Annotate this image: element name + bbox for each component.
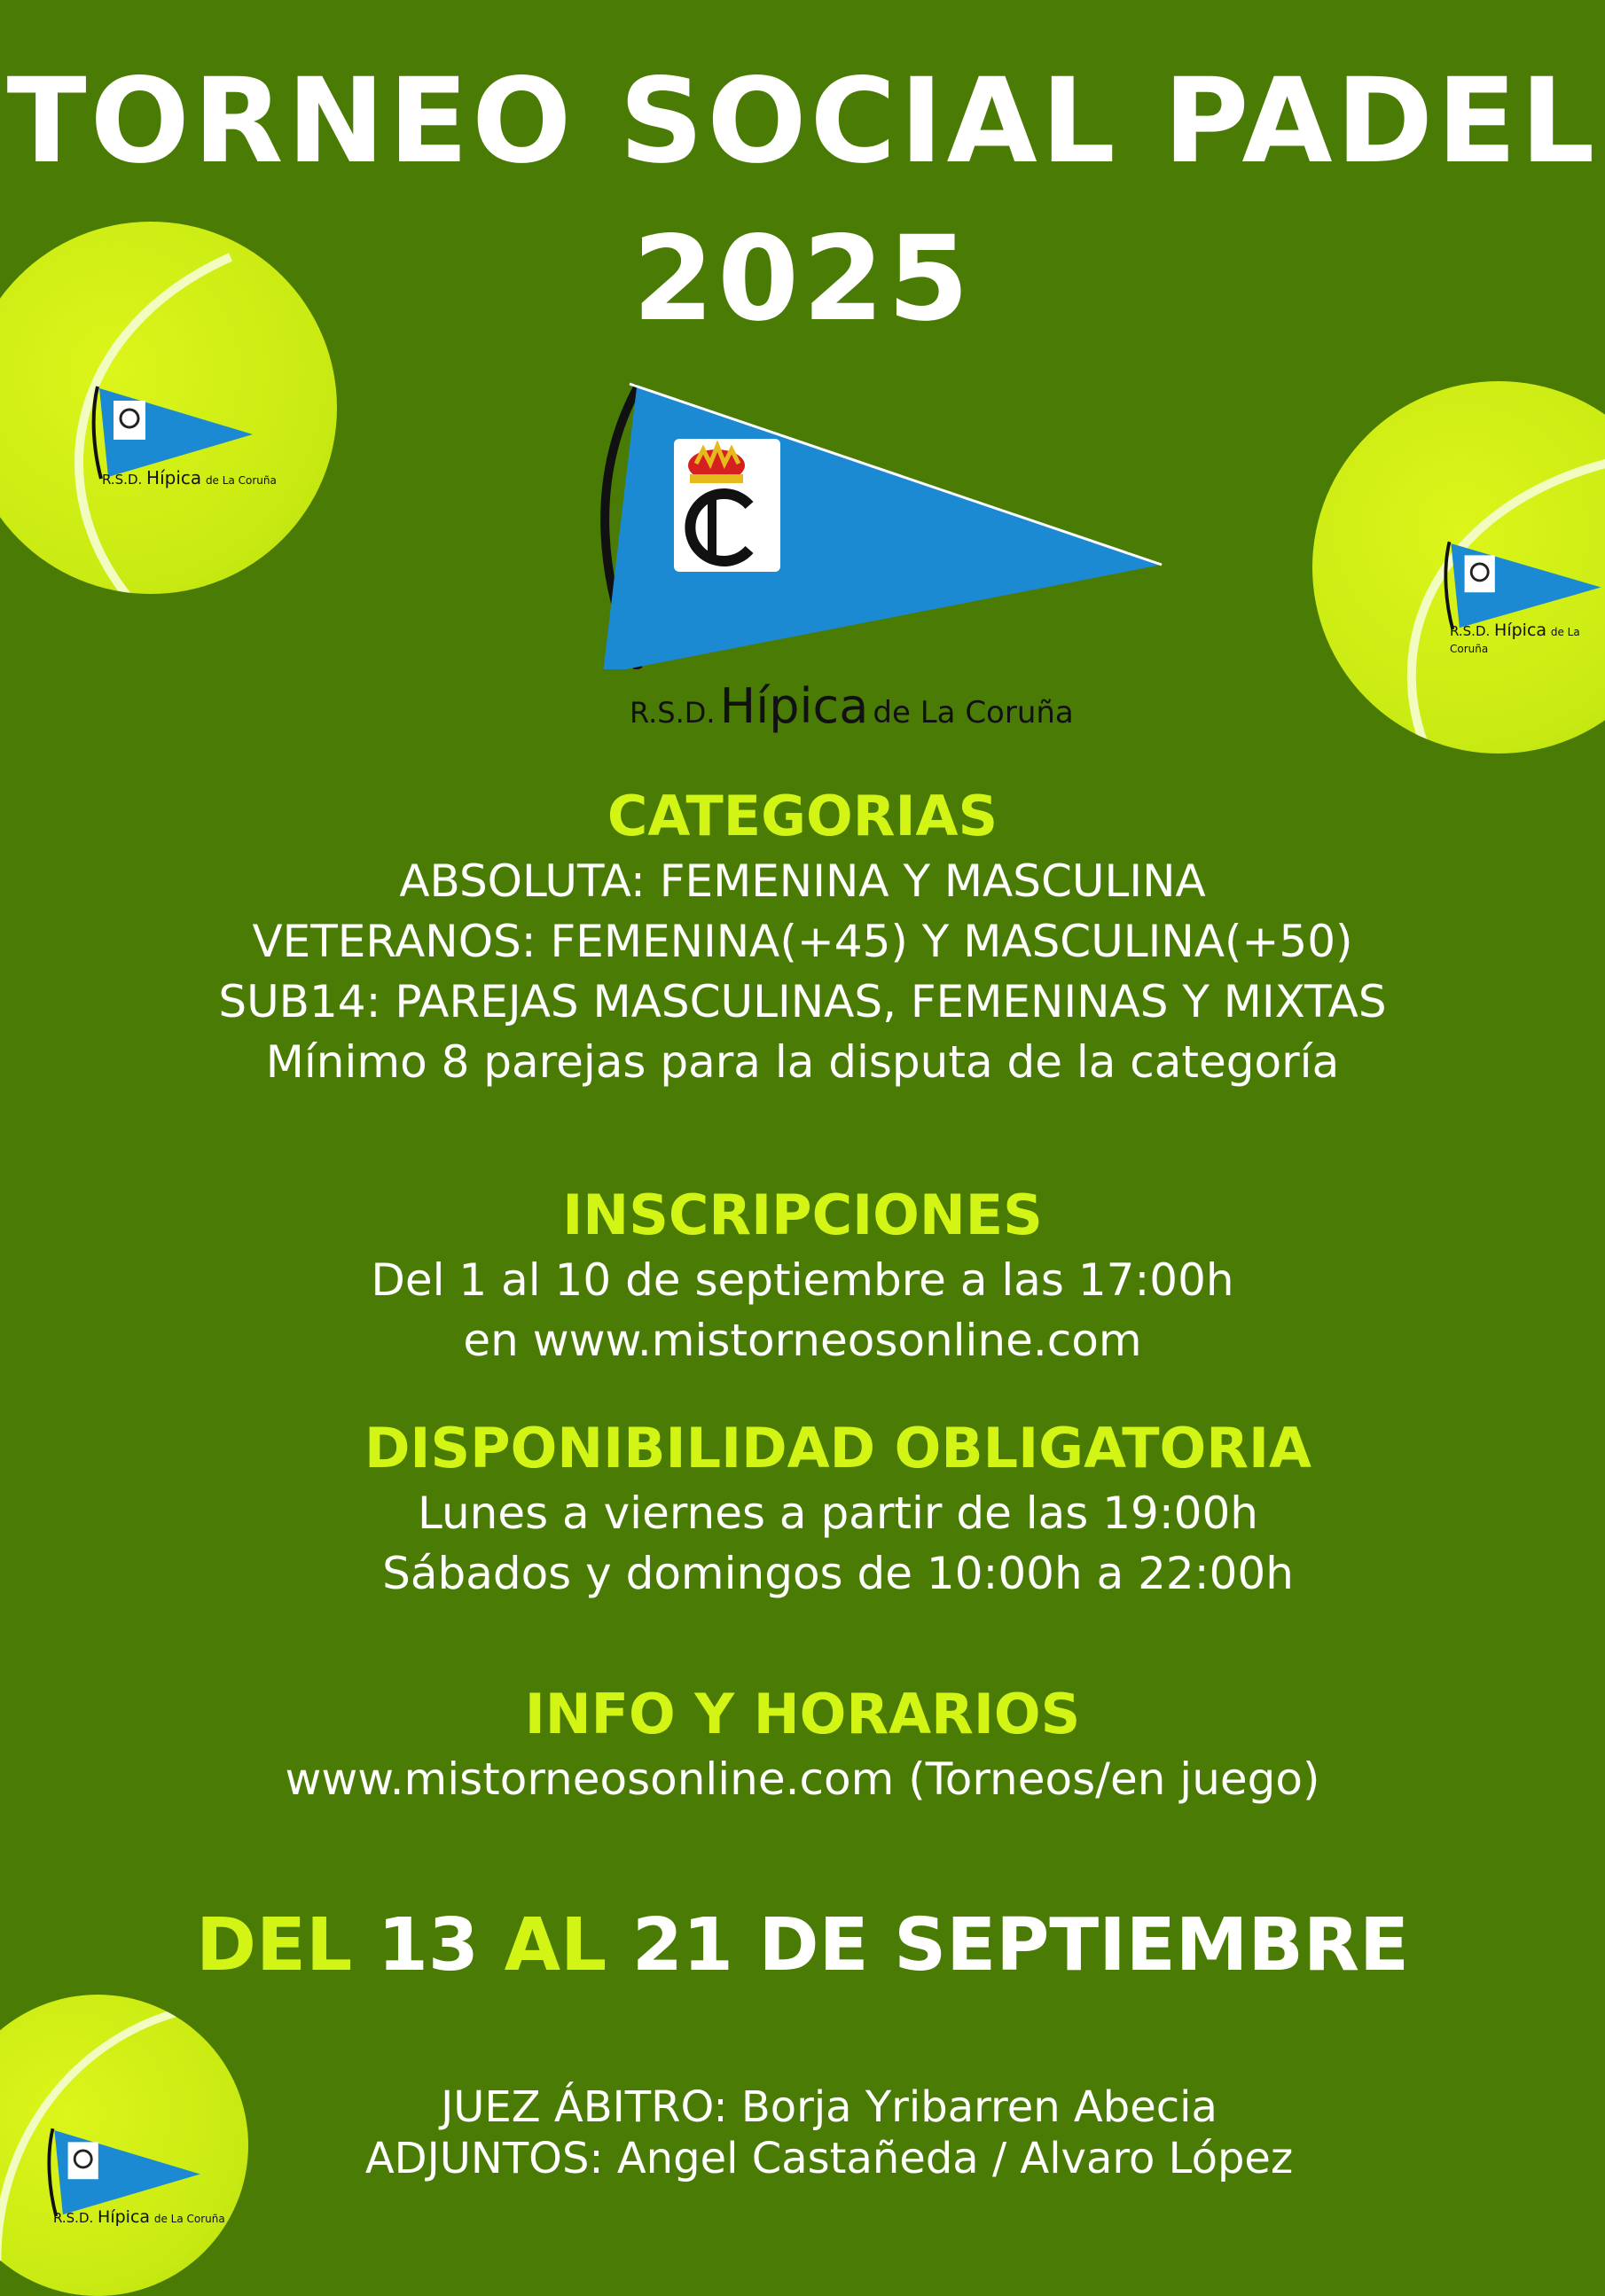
categorias-heading: CATEGORIAS <box>607 784 998 848</box>
categoria-line: ABSOLUTA: FEMENINA Y MASCULINA <box>399 855 1206 907</box>
adjuntos: ADJUNTOS: Angel Castañeda / Alvaro López <box>364 2134 1294 2183</box>
dates-del: DEL <box>195 1903 353 1988</box>
categoria-line: SUB14: PAREJAS MASCULINAS, FEMENINAS Y MIXTAS <box>218 976 1387 1027</box>
logo-prefix: R.S.D. <box>102 472 143 488</box>
logo-suffix: de La Coruña <box>205 474 277 487</box>
inscripciones-line: Del 1 al 10 de septiembre a las 17:00h <box>371 1254 1234 1306</box>
poster-title: TORNEO SOCIAL PADEL <box>6 53 1599 190</box>
logo-name: Hípica <box>719 678 869 734</box>
juez-arbitro: JUEZ ÁBITRO: Borja Yribarren Abecia <box>441 2082 1217 2132</box>
inscripciones-link[interactable]: en www.mistorneosonline.com <box>463 1315 1142 1366</box>
categoria-line: VETERANOS: FEMENINA(+45) Y MASCULINA(+50) <box>252 916 1353 967</box>
logo-prefix: R.S.D. <box>1450 623 1491 639</box>
club-logo <box>585 377 1170 734</box>
disponibilidad-heading: DISPONIBILIDAD OBLIGATORIA <box>364 1416 1312 1480</box>
logo-name: Hípica <box>1494 621 1547 640</box>
categoria-note: Mínimo 8 parejas para la disputa de la categoría <box>265 1036 1340 1088</box>
credits-section <box>0 2081 1605 2184</box>
logo-name: Hípica <box>98 2207 151 2227</box>
inscripciones-heading: INSCRIPCIONES <box>562 1183 1043 1247</box>
poster-year: 2025 <box>632 211 973 348</box>
logo-name: Hípica <box>146 467 202 488</box>
dates-al: AL <box>504 1903 607 1988</box>
dates-start: 13 <box>377 1903 479 1988</box>
dates-end: 21 DE SEPTIEMBRE <box>631 1903 1410 1988</box>
disponibilidad-section <box>35 1414 1605 1604</box>
club-logo-text <box>630 678 1074 734</box>
mini-logo-text-top-left <box>102 467 277 488</box>
logo-prefix: R.S.D. <box>630 696 716 730</box>
info-link[interactable]: www.mistorneosonline.com (Torneos/en juego) <box>285 1753 1320 1805</box>
info-heading: INFO Y HORARIOS <box>524 1682 1081 1746</box>
logo-suffix: de La Coruña <box>1450 626 1580 655</box>
logo-suffix: de La Coruña <box>153 2213 225 2225</box>
disponibilidad-line: Sábados y domingos de 10:00h a 22:00h <box>382 1548 1294 1599</box>
mini-logo-text-bottom-left <box>53 2207 225 2227</box>
tournament-dates <box>0 1902 1605 1990</box>
disponibilidad-line: Lunes a viernes a partir de las 19:00h <box>418 1488 1258 1539</box>
categorias-section <box>0 782 1605 1092</box>
logo-prefix: R.S.D. <box>53 2210 94 2226</box>
inscripciones-section <box>0 1181 1605 1371</box>
info-section <box>0 1680 1605 1809</box>
logo-suffix: de La Coruña <box>873 695 1074 730</box>
mini-logo-text-right <box>1450 621 1605 656</box>
pennant-icon <box>585 377 1170 669</box>
